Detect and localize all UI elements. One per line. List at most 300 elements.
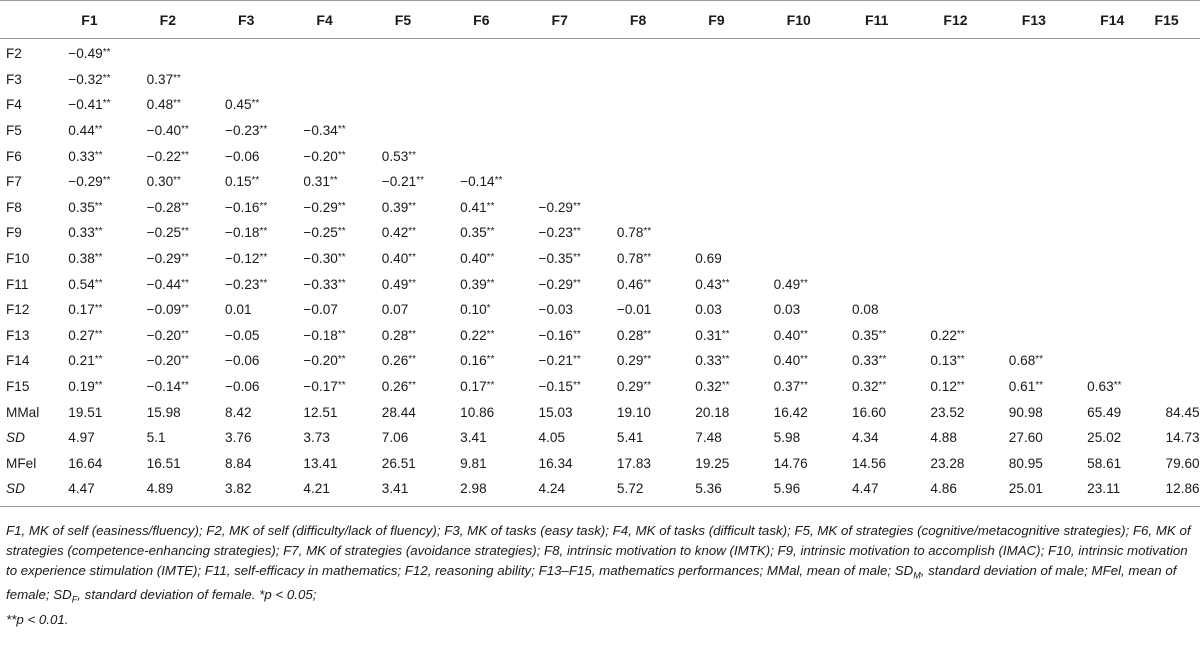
table-cell xyxy=(913,476,991,506)
table-row xyxy=(0,92,1200,118)
cell-value: −0.18 xyxy=(303,327,338,343)
table-cell xyxy=(1070,195,1148,221)
cell-value: 3.73 xyxy=(303,430,330,446)
table-cell xyxy=(678,476,756,506)
significance-stars: ** xyxy=(94,149,103,161)
table-cell xyxy=(443,169,521,195)
cell-value: 8.42 xyxy=(225,404,252,420)
table-cell xyxy=(600,399,678,425)
table-cell xyxy=(992,169,1070,195)
table-row xyxy=(0,169,1200,195)
significance-stars: ** xyxy=(1113,380,1122,392)
significance-stars: ** xyxy=(337,277,346,289)
table-cell xyxy=(913,399,991,425)
table-cell xyxy=(286,271,364,297)
significance-stars: ** xyxy=(878,380,887,392)
cell-value: 0.48 xyxy=(146,97,174,113)
table-cell xyxy=(678,118,756,144)
table-cell xyxy=(130,67,208,93)
table-cell xyxy=(365,118,443,144)
significance-stars: ** xyxy=(800,354,808,366)
column-header-f1: F1 xyxy=(81,11,98,28)
table-cell xyxy=(992,118,1070,144)
table-cell xyxy=(208,67,286,93)
table-cell xyxy=(835,399,913,425)
cell-value: 0.37 xyxy=(773,379,801,395)
table-cell xyxy=(1149,169,1200,195)
table-cell xyxy=(208,348,286,374)
table-cell xyxy=(600,39,678,67)
table-cell xyxy=(913,39,991,67)
significance-stars: ** xyxy=(486,277,495,289)
table-row xyxy=(0,39,1200,67)
cell-value: 0.39 xyxy=(381,199,409,215)
cell-value: −0.06 xyxy=(225,353,260,369)
table-cell xyxy=(757,271,835,297)
cell-value: 14.73 xyxy=(1165,430,1200,446)
cell-value: 2.98 xyxy=(460,481,487,497)
table-cell xyxy=(757,425,835,451)
table-cell xyxy=(365,92,443,118)
significance-stars: ** xyxy=(181,277,189,289)
cell-value: 4.97 xyxy=(68,430,95,446)
cell-value: 20.18 xyxy=(695,404,730,420)
cell-value: −0.06 xyxy=(225,379,260,395)
table-body xyxy=(0,39,1200,506)
cell-value: 0.33 xyxy=(852,353,879,369)
cell-value: 0.29 xyxy=(616,353,644,369)
table-cell xyxy=(51,425,129,451)
table-cell xyxy=(1070,425,1148,451)
cell-value: 0.42 xyxy=(381,225,409,241)
significance-stars: ** xyxy=(94,252,103,264)
cell-value: 0.39 xyxy=(460,276,487,292)
table-cell xyxy=(443,348,521,374)
table-cell xyxy=(443,297,521,323)
table-cell xyxy=(208,476,286,506)
significance-stars: ** xyxy=(721,328,730,340)
significance-stars: ** xyxy=(643,380,652,392)
table-cell xyxy=(130,195,208,221)
row-label: F9 xyxy=(6,225,22,241)
significance-stars: ** xyxy=(94,200,103,212)
cell-value: 3.41 xyxy=(460,430,487,446)
column-header-f10: F10 xyxy=(786,11,811,28)
table-cell xyxy=(286,67,364,93)
table-cell xyxy=(51,399,129,425)
cell-value: 0.28 xyxy=(616,327,644,343)
significance-stars: ** xyxy=(337,124,346,136)
header-corner xyxy=(0,1,51,39)
cell-value: −0.22 xyxy=(146,148,182,164)
table-cell xyxy=(757,118,835,144)
cell-value: 15.03 xyxy=(538,404,573,420)
table-cell xyxy=(913,271,991,297)
significance-stars: ** xyxy=(259,277,268,289)
table-cell xyxy=(286,476,364,506)
table-cell xyxy=(208,297,286,323)
column-header-f13: F13 xyxy=(1021,11,1046,28)
table-cell xyxy=(365,220,443,246)
table-cell xyxy=(913,220,991,246)
table-cell xyxy=(913,169,991,195)
cell-value: 23.11 xyxy=(1087,481,1121,497)
table-cell xyxy=(913,195,991,221)
table-cell xyxy=(757,374,835,400)
cell-value: 0.01 xyxy=(225,302,252,318)
significance-stars: ** xyxy=(956,354,965,366)
table-cell xyxy=(286,143,364,169)
table-cell xyxy=(51,374,129,400)
table-cell xyxy=(208,143,286,169)
significance-stars: ** xyxy=(181,303,189,315)
significance-stars: ** xyxy=(408,354,417,366)
table-cell xyxy=(913,425,991,451)
row-label: F14 xyxy=(6,353,30,369)
table-cell xyxy=(678,195,756,221)
table-cell xyxy=(443,374,521,400)
table-cell xyxy=(443,271,521,297)
footnote-sub-f: F xyxy=(71,595,78,605)
table-row xyxy=(0,143,1200,169)
table-cell xyxy=(1149,323,1200,349)
table-cell xyxy=(51,220,129,246)
cell-value: 25.02 xyxy=(1087,430,1122,446)
significance-stars: ** xyxy=(643,328,652,340)
table-cell xyxy=(757,67,835,93)
cell-value: 80.95 xyxy=(1008,455,1043,471)
table-cell xyxy=(443,399,521,425)
table-cell xyxy=(286,297,364,323)
table-footnote xyxy=(0,507,1200,630)
cell-value: 5.36 xyxy=(695,481,722,497)
cell-value: 5.1 xyxy=(146,430,166,446)
table-cell xyxy=(522,92,600,118)
significance-stars: ** xyxy=(337,328,346,340)
column-header-f14: F14 xyxy=(1100,11,1125,28)
table-cell xyxy=(678,67,756,93)
cell-value: 7.06 xyxy=(381,430,409,446)
significance-stars: ** xyxy=(408,200,417,212)
cell-value: 0.40 xyxy=(460,251,487,267)
table-cell xyxy=(757,92,835,118)
table-cell xyxy=(1070,451,1148,477)
table-cell xyxy=(365,323,443,349)
table-cell xyxy=(286,323,364,349)
cell-value: 0.15 xyxy=(225,174,252,190)
cell-value: 5.41 xyxy=(616,430,644,446)
cell-value: −0.06 xyxy=(225,148,260,164)
table-cell xyxy=(130,425,208,451)
significance-stars: ** xyxy=(408,380,417,392)
table-cell xyxy=(835,476,913,506)
table-cell xyxy=(130,451,208,477)
significance-stars: ** xyxy=(486,200,495,212)
table-cell xyxy=(1070,220,1148,246)
significance-stars: ** xyxy=(259,124,268,136)
table-cell xyxy=(1149,118,1200,144)
cell-value: 0.21 xyxy=(68,353,95,369)
cell-value: 16.34 xyxy=(538,455,573,471)
table-cell xyxy=(51,271,129,297)
column-header-f12: F12 xyxy=(943,11,968,28)
cell-value: −0.20 xyxy=(303,148,338,164)
cell-value: 0.43 xyxy=(695,276,722,292)
table-cell xyxy=(286,246,364,272)
table-cell xyxy=(835,451,913,477)
table-cell xyxy=(365,67,443,93)
table-cell xyxy=(365,451,443,477)
significance-stars: ** xyxy=(486,252,495,264)
cell-value: 0.30 xyxy=(146,174,174,190)
cell-value: 0.17 xyxy=(68,302,95,318)
table-row xyxy=(0,323,1200,349)
table-cell xyxy=(835,169,913,195)
significance-stars: ** xyxy=(878,354,887,366)
table-cell xyxy=(992,297,1070,323)
cell-value: −0.14 xyxy=(460,174,495,190)
cell-value: 0.49 xyxy=(773,276,801,292)
cell-value: 0.41 xyxy=(460,199,487,215)
table-cell xyxy=(992,246,1070,272)
table-cell xyxy=(678,399,756,425)
cell-value: −0.32 xyxy=(68,71,103,87)
row-label: F13 xyxy=(6,327,30,343)
cell-value: 0.13 xyxy=(930,353,957,369)
cell-value: 0.53 xyxy=(381,148,409,164)
cell-value: 4.88 xyxy=(930,430,957,446)
table-cell xyxy=(1149,451,1200,477)
table-cell xyxy=(600,195,678,221)
cell-value: 28.44 xyxy=(381,404,416,420)
table-cell xyxy=(208,195,286,221)
table-cell xyxy=(522,374,600,400)
table-cell xyxy=(522,67,600,93)
cell-value: 5.72 xyxy=(616,481,644,497)
cell-value: −0.35 xyxy=(538,251,573,267)
table-cell xyxy=(1149,195,1200,221)
table-cell xyxy=(286,425,364,451)
cell-value: −0.25 xyxy=(303,225,338,241)
table-cell xyxy=(678,143,756,169)
cell-value: 0.33 xyxy=(68,148,95,164)
significance-stars: ** xyxy=(1035,380,1044,392)
table-cell xyxy=(678,169,756,195)
significance-stars: ** xyxy=(337,149,346,161)
cell-value: −0.29 xyxy=(538,199,573,215)
table-cell xyxy=(522,399,600,425)
table-cell xyxy=(286,39,364,67)
cell-value: 0.69 xyxy=(695,251,722,267)
footnote-sub-m: M xyxy=(913,570,921,581)
cell-value: 19.10 xyxy=(616,404,651,420)
cell-value: 0.49 xyxy=(381,276,409,292)
significance-stars: ** xyxy=(643,226,652,238)
significance-stars: ** xyxy=(494,175,503,187)
table-cell xyxy=(522,297,600,323)
table-cell xyxy=(443,220,521,246)
cell-value: 0.22 xyxy=(930,327,957,343)
cell-value: 0.19 xyxy=(68,379,95,395)
significance-stars: ** xyxy=(956,380,965,392)
cell-value: 0.37 xyxy=(146,71,174,87)
table-cell xyxy=(992,220,1070,246)
footnote-text-2: , standard deviation of male; MFel, mean of female; SD xyxy=(6,562,1177,603)
cell-value: −0.12 xyxy=(225,251,260,267)
table-cell xyxy=(208,246,286,272)
table-cell xyxy=(913,246,991,272)
table-cell xyxy=(992,92,1070,118)
table-cell xyxy=(835,92,913,118)
table-cell xyxy=(1070,348,1148,374)
cell-value: 0.22 xyxy=(460,327,487,343)
significance-stars: ** xyxy=(94,328,103,340)
table-cell xyxy=(522,220,600,246)
significance-stars: ** xyxy=(181,252,189,264)
significance-stars: ** xyxy=(251,175,260,187)
table-cell xyxy=(757,348,835,374)
significance-stars: ** xyxy=(94,124,103,136)
table-cell xyxy=(600,297,678,323)
table-cell xyxy=(51,297,129,323)
cell-value: −0.05 xyxy=(225,327,260,343)
table-cell xyxy=(130,246,208,272)
table-cell xyxy=(51,348,129,374)
cell-value: 25.01 xyxy=(1008,481,1043,497)
cell-value: 0.78 xyxy=(616,225,644,241)
table-cell xyxy=(992,271,1070,297)
table-cell xyxy=(365,246,443,272)
significance-stars: * xyxy=(486,303,491,315)
column-header-f5: F5 xyxy=(394,11,412,28)
table-cell xyxy=(678,220,756,246)
table-cell xyxy=(443,143,521,169)
significance-stars: ** xyxy=(259,226,268,238)
table-cell xyxy=(835,348,913,374)
table-cell xyxy=(678,297,756,323)
table-cell xyxy=(365,425,443,451)
cell-value: 0.46 xyxy=(616,276,644,292)
table-cell xyxy=(522,143,600,169)
cell-value: −0.16 xyxy=(225,199,260,215)
table-cell xyxy=(443,67,521,93)
cell-value: 0.32 xyxy=(852,379,879,395)
significance-stars: ** xyxy=(181,124,189,136)
cell-value: −0.34 xyxy=(303,123,338,139)
cell-value: −0.16 xyxy=(538,327,573,343)
table-cell xyxy=(600,92,678,118)
cell-value: 16.60 xyxy=(852,404,887,420)
cell-value: 5.96 xyxy=(773,481,801,497)
table-cell xyxy=(130,476,208,506)
significance-stars: ** xyxy=(643,354,652,366)
significance-stars: ** xyxy=(94,380,103,392)
table-row xyxy=(0,297,1200,323)
table-cell xyxy=(757,476,835,506)
table-cell xyxy=(208,169,286,195)
column-header-f3: F3 xyxy=(238,11,255,28)
cell-value: 27.60 xyxy=(1008,430,1043,446)
table-header xyxy=(0,1,1200,39)
cell-value: −0.29 xyxy=(538,276,573,292)
cell-value: 4.34 xyxy=(852,430,879,446)
cell-value: 10.86 xyxy=(460,404,495,420)
table-cell xyxy=(130,118,208,144)
cell-value: 0.17 xyxy=(460,379,487,395)
table-cell xyxy=(208,374,286,400)
table-cell xyxy=(522,118,600,144)
significance-stars: ** xyxy=(337,252,346,264)
cell-value: 0.61 xyxy=(1008,379,1036,395)
table-cell xyxy=(1070,399,1148,425)
cell-value: 16.42 xyxy=(773,404,808,420)
table-cell xyxy=(130,220,208,246)
significance-stars: ** xyxy=(721,380,730,392)
table-cell xyxy=(992,374,1070,400)
table-cell xyxy=(286,118,364,144)
table-cell xyxy=(365,271,443,297)
cell-value: −0.21 xyxy=(381,174,417,190)
cell-value: 0.26 xyxy=(381,353,409,369)
table-cell xyxy=(1149,220,1200,246)
table-row xyxy=(0,118,1200,144)
cell-value: 0.26 xyxy=(381,379,409,395)
table-cell xyxy=(600,425,678,451)
significance-stars: ** xyxy=(259,200,268,212)
table-cell xyxy=(992,39,1070,67)
cell-value: 19.25 xyxy=(695,455,730,471)
table-cell xyxy=(286,169,364,195)
table-cell xyxy=(992,476,1070,506)
table-cell xyxy=(286,220,364,246)
table-cell xyxy=(992,195,1070,221)
cell-value: 0.38 xyxy=(68,251,95,267)
row-label: F10 xyxy=(6,251,30,267)
significance-stars: ** xyxy=(408,328,417,340)
table-cell xyxy=(835,67,913,93)
cell-value: −0.29 xyxy=(146,251,182,267)
table-cell xyxy=(443,476,521,506)
table-cell xyxy=(1070,323,1148,349)
table-cell xyxy=(522,451,600,477)
cell-value: 0.35 xyxy=(460,225,487,241)
table-cell xyxy=(365,348,443,374)
significance-stars: ** xyxy=(721,354,730,366)
table-cell xyxy=(51,143,129,169)
table-cell xyxy=(678,39,756,67)
table-cell xyxy=(443,323,521,349)
cell-value: 15.98 xyxy=(146,404,181,420)
cell-value: 0.16 xyxy=(460,353,487,369)
table-cell xyxy=(208,220,286,246)
table-cell xyxy=(600,271,678,297)
table-row xyxy=(0,399,1200,425)
column-header-f4: F4 xyxy=(316,11,333,28)
significance-stars: ** xyxy=(337,380,346,392)
table-cell xyxy=(365,39,443,67)
cell-value: 0.31 xyxy=(303,174,330,190)
table-cell xyxy=(757,169,835,195)
table-cell xyxy=(757,143,835,169)
table-cell xyxy=(757,39,835,67)
table-cell xyxy=(130,297,208,323)
cell-value: 12.86 xyxy=(1165,481,1200,497)
table-cell xyxy=(992,425,1070,451)
significance-stars: ** xyxy=(486,328,495,340)
table-cell xyxy=(1149,271,1200,297)
table-cell xyxy=(130,323,208,349)
table-cell xyxy=(130,39,208,67)
